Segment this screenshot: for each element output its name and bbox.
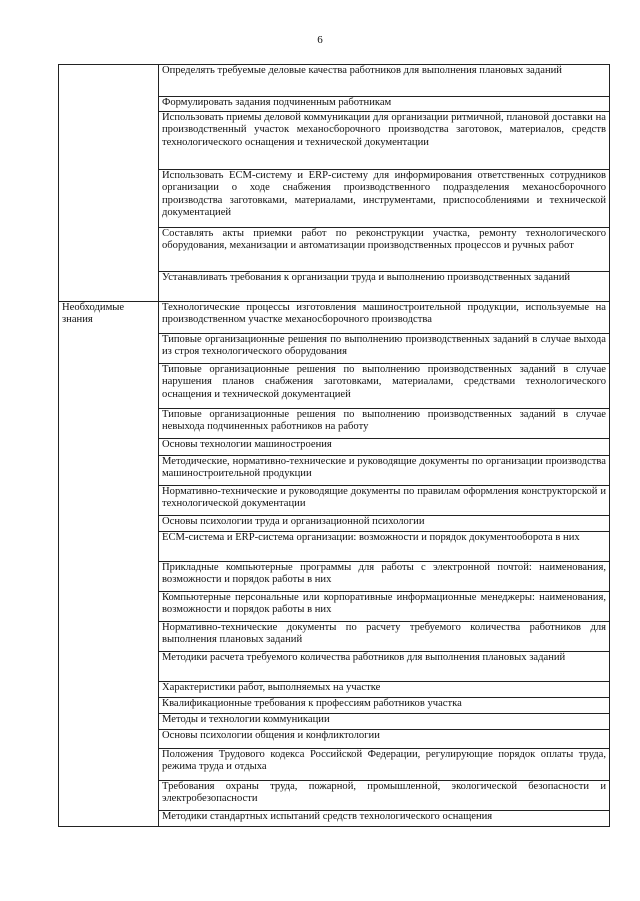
knowledge-item: Требования охраны труда, пожарной, промышленной, экологической безопасности и электробезопасности [159,781,610,811]
knowledge-item: Методики расчета требуемого количества работников для выполнения плановых заданий [159,652,610,682]
knowledge-item: ECM-система и ERP-система организации: возможности и порядок документооборота в них [159,532,610,562]
knowledge-item: Основы технологии машиностроения [159,439,610,456]
knowledge-item: Технологические процессы изготовления машиностроительной продукции, используемые на производственном участке механосборочного производства [159,302,610,334]
knowledge-item: Характеристики работ, выполняемых на участке [159,682,610,698]
knowledge-item: Основы психологии общения и конфликтологии [159,730,610,749]
table-row [59,302,610,334]
skills-label-cell [59,65,159,302]
skill-item: Использовать ECM-систему и ERP-систему для информирования ответственных сотрудников организации о ходе снабжения производственного подразделения механосборочного производства заготовками, материалами, инструментами, приспособлениями и технической документацией [159,170,610,228]
knowledge-item: Положения Трудового кодекса Российской Федерации, регулирующие порядок оплаты труда, режима труда и отдыха [159,749,610,781]
knowledge-item: Квалификационные требования к профессиям работников участка [159,698,610,714]
knowledge-item: Методические, нормативно-технические и руководящие документы по организации производства машиностроительной продукции [159,456,610,486]
knowledge-label: Необходимые знания [59,302,159,827]
skill-item: Формулировать задания подчиненным работникам [159,97,610,112]
skill-item: Использовать приемы деловой коммуникации для организации ритмичной, плановой доставки на производственный участок механосборочного производства заготовок, материалов, средств технологического оснащения и технической документации [159,112,610,170]
knowledge-item: Методики стандартных испытаний средств технологического оснащения [159,811,610,827]
requirements-table [58,64,610,827]
skill-item: Устанавливать требования к организации труда и выполнению производственных заданий [159,272,610,302]
knowledge-item: Методы и технологии коммуникации [159,714,610,730]
knowledge-item: Нормативно-технические и руководящие документы по правилам оформления конструкторской и технологической документации [159,486,610,516]
table-row [59,65,610,97]
knowledge-item: Типовые организационные решения по выполнению производственных заданий в случае невыхода подчиненных работников на работу [159,409,610,439]
page-number: 6 [317,34,323,46]
knowledge-item: Типовые организационные решения по выполнению производственных заданий в случае нарушения планов снабжения заготовками, материалами, средствами технологического оснащения и технической документацией [159,364,610,409]
knowledge-item: Типовые организационные решения по выполнению производственных заданий в случае выхода из строя технологического оборудования [159,334,610,364]
knowledge-item: Компьютерные персональные или корпоративные информационные менеджеры: наименования, возможности и порядок работы в них [159,592,610,622]
knowledge-item: Основы психологии труда и организационной психологии [159,516,610,532]
skill-item: Определять требуемые деловые качества работников для выполнения плановых заданий [159,65,610,97]
knowledge-item: Нормативно-технические документы по расчету требуемого количества работников для выполнения плановых заданий [159,622,610,652]
skill-item: Составлять акты приемки работ по реконструкции участка, ремонту технологического оборудования, механизации и автоматизации производственных процессов и ручных работ [159,228,610,272]
knowledge-item: Прикладные компьютерные программы для работы с электронной почтой: наименования, возможности и порядок работы в них [159,562,610,592]
